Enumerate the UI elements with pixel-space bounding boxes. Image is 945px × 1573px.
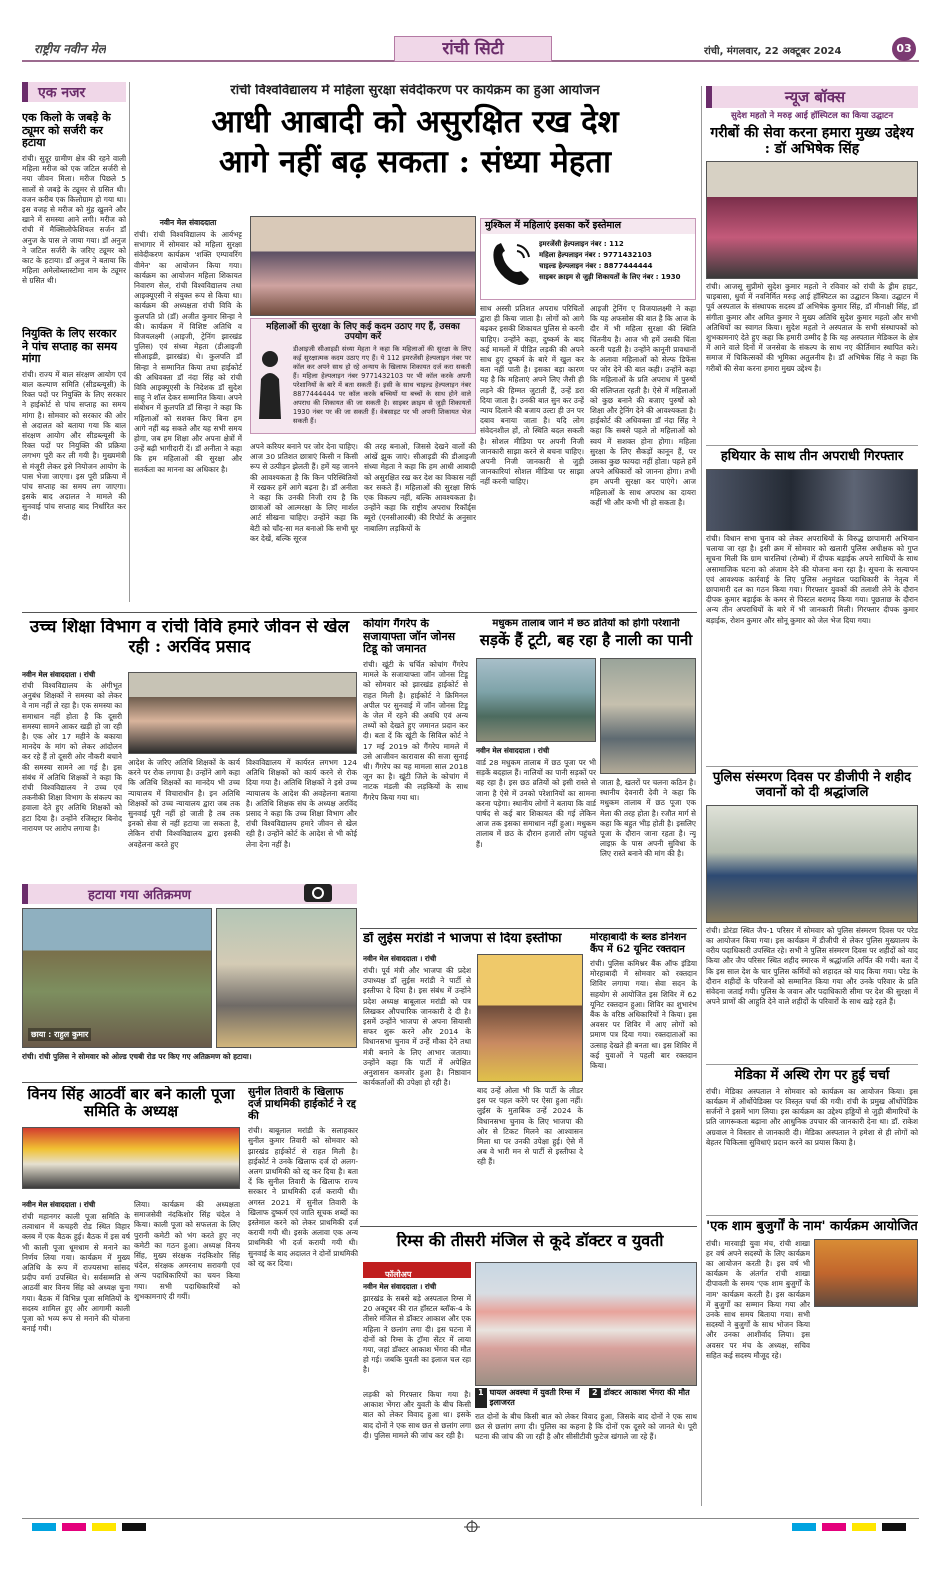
- page-number: [892, 37, 916, 61]
- rims-label-2-num: 2: [589, 1388, 601, 1398]
- woman-silhouette-icon: [255, 349, 285, 419]
- marandi-headline: डॉ लुईस मरांडी ने भाजपा से दिया इस्तीफा: [363, 932, 562, 946]
- newsbox-item1-photo: [706, 161, 918, 279]
- rims-col2: लड़की को गिरफ्तार किया गया है। आकाश भेंगरा और युवती के बीच किसी बात को लेकर विवाद हुआ था। इसके बाद दोनों ने एक साथ छत से छलांग लगा दी। पुलिस मामले की जांच कर रही है।: [363, 1390, 471, 1440]
- helpline-line: इमरजेंसी हेल्पलाइन नंबर : 112: [539, 240, 624, 248]
- dateline: रांची, मंगलवार, 22 अक्टूबर 2024: [704, 46, 842, 57]
- story-blood: [590, 932, 697, 1222]
- edu-col1: रांची विश्वविद्यालय के अंगीभूत अनुबंध शिक्षकों ने समस्या को लेकर वे नाम नहीं ले रहा है। एक समस्या का समाधान नहीं होता है कि दूसरी समस्या सामने आकर खड़ी हो जा रही है। एक ओर 17 महीने के बकाया मानदेय के मांग को लेकर आंदोलन कर रहे हैं तो दूसरी ओर नौकरी बचाने की समस्या सामने आ गई है। इस संबंध में अतिथि शिक्षकों ने कहा कि रांची विश्वविद्यालय ने उच्च एवं तकनीकी शिक्षा विभाग के संकल्प का हवाला देते हुए अतिथि शिक्षकों को हटा दिया है। उन्होंने रजिस्ट्रार बिनोद नारायण पर आरोप लगाया है।: [22, 681, 122, 833]
- page-number-text: 03: [896, 42, 912, 55]
- encroach-title-bar: [22, 884, 357, 904]
- lead-story: [134, 84, 696, 609]
- kali-photo: [22, 1127, 240, 1189]
- encroach-photo-2: [216, 908, 357, 1048]
- helpline-line: चाइल्ड हेल्पलाइन नंबर : 8877444444: [539, 262, 653, 270]
- news-box-column: [706, 86, 918, 1506]
- encroach-photo-1: [22, 908, 212, 1048]
- edu-headline: उच्च शिक्षा विभाग व रांची विवि हमारे जीवन से खेल रही : अरविंद प्रसाद: [29, 618, 350, 657]
- lead-photo: [250, 216, 476, 316]
- ek-nazar-item1-head: एक किलो के जबड़े के ट्यूमर को सर्जरी कर हटाया: [22, 111, 111, 150]
- lead-col5: आइजी ट्रेनिंग ए विजयालक्ष्मी ने कहा कि यह अफसोस की बात है कि आज के दौर में भी महिला सुरक्षा की स्थिति चिंतनीय है। आज भी हमें उसकी चिंता करनी पड़ती है। उन्होंने कानूनी प्रावधानों के अलावा महिलाओं को सेल्फ डिफेंस पर जोर देने की बात कही। उन्होंने कहा कि महिलाओं के प्रति अपराध में पुरुषों की संलिप्तता रहती है। ऐसे में महिलाओं को कुछ बनाने की बजाए पुरुषों को शिक्षा और ट्रेनिंग देने की आवश्यकता है। हाईकोर्ट की अधिवक्ता डॉ नंदा सिंह ने कहा कि सबसे पहले तो महिलाओं को स्वयं में सशक्त होना होगा। महिला सुरक्षा के लिए सैकड़ों कानून हैं, पर उसका कुछ फायदा नहीं होता। पहले हमें अपने अधिकारों को जानना होगा। तभी हम अपनी सुरक्षा कर पाएंगे। आज महिलाओं के साथ अपराध का दायरा कहीं भी और कभी भी हो सकता है।: [590, 304, 696, 507]
- lead-photo-caption-head: महिलाओं की सुरक्षा के लिए कई कदम उठाए गए हैं, उसका उपयोग करें: [266, 322, 460, 343]
- rims-photo: [475, 1262, 697, 1386]
- rims-label-2: [589, 1388, 697, 1398]
- story-road: [476, 618, 696, 924]
- news-box-header: [706, 86, 918, 108]
- kali-headline: विनय सिंह आठवीं बार बने काली पूजा समिति के अध्यक्ष: [27, 1086, 235, 1121]
- ek-nazar-column: [22, 82, 126, 602]
- edu-col2: आदेश के जरिए अतिथि शिक्षकों के कार्य करने पर रोक लगाया है। उन्होंने आगे कहा कि अतिथि शिक्षकों का मानदेय भी उच्च न्यायालय में विचाराधीन है। इन अतिथि शिक्षकों को उच्च न्यायालय द्वारा जब तक सुनवाई पूरी नहीं हो जाती है तब तक इनको सेवा से नहीं हटाया जा सकता है, लेकिन रांची विश्वविद्यालय द्वारा इसकी अवहेलना करते हुए: [128, 758, 240, 849]
- lead-byline: नवीन मेल संवाददाता: [159, 218, 217, 227]
- edu-col3: विश्वविद्यालय में कार्यरत लगभग 124 अतिथि शिक्षकों को कार्य करने से रोक दिया गया है। अतिथि शिक्षकों ने इसे उच्च न्यायालय के आदेश की अवहेलना बताया है। अतिथि शिक्षक संघ के अध्यक्ष अरविंद प्रसाद ने कहा कि उच्च शिक्षा विभाग और रांची विश्वविद्यालय हमारे जीवन से खेल रही है। उन्होंने कोर्ट के आदेश से भी कोई लेना देना नहीं है।: [246, 758, 357, 849]
- ek-nazar-item1-text: रांची। सुदूर ग्रामीण क्षेत्र की रहने वाली महिला मरीज को एक जटिल सर्जरी से नया जीवन मिला। मरीज पिछले 5 सालों से जबड़े के ट्यूमर से ग्रसित थी। वजन करीब एक किलोग्राम हो गया था। इस वजह से मरीज को मुंह खुलने और खाने में समस्या आने लगी। मरीज को रांची में मैक्सिलोफेशियल सर्जन डॉ अनुज के पास ले जाया गया। डॉ अनुज ने जटिल सर्जरी के जरिए ट्यूमर को काट के हटाया। डॉ अनुज ने बताया कि महिला अमेलोब्लास्टोमा नाम के ट्यूमर से ग्रसित थी।: [22, 153, 126, 286]
- lead-col4: साथ अस्सी प्रतिशत अपराध परिचितों द्वारा ही किया जाता है। लोगों को आगे बढ़कर इसकी शिकायत पुलिस से करनी चाहिए। उन्होंने कहा, दुष्कर्म के बाद कई मामलों में पीड़ित लड़की की अपने साथ हुए दुष्कर्म के बारे में खुल कर बता नहीं पाती है। इसका बड़ा कारण यह है कि महिलाएं अपने लिए जैसी ही लड़ने की हिम्मत जुटाती हैं, उन्हें डरा दिया जाता है। उनकी बात सुन कर उन्हें न्याय दिलाने की बजाय उल्टा ही उन पर दबाव बनाया जाता है। यदि लोग संवेदनशील हों, तो स्थिति बदल सकती है। सोशल मीडिया पर अपनी निजी जानकारी साझा करने से बचना चाहिए। अपनी निजी जानकारी से जुड़ी जानकारियां सोशल मीडिया पर साझा नहीं करनी चाहिए।: [480, 304, 584, 487]
- lead-photo-caption-text: डीआइजी सीआइडी संध्या मेहता ने कहा कि महिलाओं की सुरक्षा के लिए कई सुरक्षात्मक कदम उठाए गए हैं। ये 112 इमरजेंसी हेल्पलाइन नंबर पर कॉल कर अपने साथ हो रहे अन्याय के खिलाफ शिकायत दर्ज करा सकती हैं। महिला हेल्पलाइन नंबर 9771432103 पर भी कॉल करके अपनी परेशानियों के बारे में बता सकती हैं। इसी के साथ चाइल्ड हेल्पलाइन नंबर 8877444444 पर कॉल करके बच्चियों या बच्चों के साथ होने वाले अपराध की शिकायत की जा सकती है। साइबर क्राइम से जुड़ी शिकायतों 1930 नंबर पर की जा सकती हैं। वेबसाइट पर भी अपनी शिकायत भेज सकती हैं।: [293, 344, 471, 425]
- marandi-text2: बाद उन्हें ओला भी कि पार्टी के लीडर इस पर पहल करेंगे पर ऐसा हुआ नहीं। लुईस के मुताबिक उन्हें 2024 के विधानसभा चुनाव के लिए भाजपा की ओर से टिकट मिलने का आश्वासन मिला था पर उनकी उपेक्षा हुई। ऐसे में अब वे भारी मन से पार्टी से इस्तीफा दे रही हैं।: [477, 1086, 583, 1167]
- story-koyanga: [363, 618, 468, 924]
- rims-col3: रात दोनों के बीच किसी बात को लेकर विवाद हुआ, जिसके बाद दोनों ने एक साथ छत से छलांग लगा दी। पुलिस का कहना है कि दोनों एक दूसरे को जानते थे। पूरी घटना की जांच की जा रही है और सीसीटीवी फुटेज खंगाले जा रहे हैं।: [475, 1412, 697, 1442]
- newsbox-item2-photo: [706, 469, 918, 531]
- kali-text: रांची महानगर काली पूजा समिति के तत्वाधान में कचहरी रोड स्थित विहार क्लब में एक बैठक हुई। बैठक में इस वर्ष भी काली पूजा धूमधाम से मनाने का निर्णय लिया गया। कार्यक्रम में मुख्य अतिथि के रूप में राज्यसभा सांसद प्रदीप वर्मा उपस्थित थे। सर्वसम्मति से आठवीं बार विनय सिंह को अध्यक्ष चुना गया। बैठक में विभिन्न पूजा समितियों के सदस्य शामिल हुए और आगामी काली पूजा को भव्य रूप से मनाने की योजना बनाई गयी।: [22, 1212, 130, 1334]
- lead-headline-line2: आगे नहीं बढ़ सकता : संध्या मेहता: [219, 143, 611, 180]
- encroach-title: हटाया गया अतिक्रमण: [88, 888, 191, 903]
- encroach-photo-credit: छाया : राहुल कुमार: [28, 1028, 91, 1041]
- camera-icon: [303, 884, 333, 908]
- rims-headline: रिम्स की तीसरी मंजिल से कूदे डॉक्टर व युवती: [396, 1232, 664, 1250]
- marandi-text: रांची। पूर्व मंत्री और भाजपा की प्रदेश उपाध्यक्ष डॉ लुईस मरांडी ने पार्टी से इस्तीफा दे दिया है। इस संबंध में उन्होंने प्रदेश अध्यक्ष बाबूलाल मरांडी को पत्र लिखकर औपचारिक जानकारी दे दी है। इसमें उन्होंने भाजपा से अपना सियासी सफर शुरू करने और 2014 के विधानसभा चुनाव में उन्हें मौका देने तथा मंत्री बनाने के लिए आभार जताया। उन्होंने कहा कि पार्टी में अपेक्षित अनुशासन कमजोर हुआ है। निष्ठावान कार्यकर्ताओं की उपेक्षा हो रही है।: [363, 966, 471, 1088]
- newsbox-item1-text: रांची। आजसू सुप्रीमो सुदेश कुमार महतो ने रविवार को रांची के ड्रीम हाइट, चाइबासा, धुर्वा में नवनिर्मित मरुड़ आई हॉस्पिटल का उद्घाटन किया। उद्घाटन में पूर्व अस्पताल के संस्थापक सदस्य डॉ अभिषेक कुमार सिंह, डॉ मीनाक्षी सिंह, डॉ संगीता कुमार और अमित कुमार ने मुख्य अतिथि सुदेश कुमार महतो और सभी अतिथियों का स्वागत किया। सुदेश महतो ने अस्पताल के सभी संस्थापकों को शुभकामनाएं देते हुए कहा कि हमारी उम्मीद है कि यह अस्पताल मेडिकल के क्षेत्र में आने वाले दिनों में जनसेवा के संकल्प के साथ नए कीर्तिमान स्थापित करे। समाज में चिकित्सकों की भूमिका अतुलनीय है। डॉ अभिषेक सिंह ने कहा कि गरीबों की सेवा करना हमारा मुख्य उद्देश्य है।: [706, 281, 918, 373]
- kali-byline: नवीन मेल संवाददाता । रांची: [22, 1200, 96, 1209]
- sunil-headline: सुनील तिवारी के खिलाफ दर्ज प्राथमिकी हाईकोर्ट ने रद्द की: [248, 1086, 356, 1123]
- lead-col1: रांची। रांची विश्वविद्यालय के आर्यभट्ट सभागार में सोमवार को महिला सुरक्षा संवेदीकरण कार्यक्रम 'शक्ति एम्पावरिंग वीमेन' का आयोजन किया गया। कार्यक्रम का आयोजन महिला शिकायत निवारण सेल, रांची विश्वविद्यालय तथा आइक्यूएसी ने संयुक्त रूप से किया था। कार्यक्रम की अध्यक्षता रांची विवि के कुलपति प्रो (डॉ) अजीत कुमार सिन्हा ने की। कार्यक्रम में विशिष्ट अतिथि व विजयलक्ष्मी (आइजी, ट्रेनिंग झारखंड पुलिस) एवं संध्या मेहता (डीआइजी सीआइडी, झारखंड) थे। कुलपति डॉ सिन्हा ने सम्मानित किया तथा हाईकोर्ट की अधिवक्ता डॉ नंदा सिंह को रांची विवि आइक्यूएसी के निदेशक डॉ सुदेश साहू ने शॉल देकर सम्मानित किया। अपने संबोधन में कुलपति डॉ सिन्हा ने कहा कि महिलाओं को सशक्त किए बिना हम आगे नहीं बढ़ सकते और यह सभी समय होगा, जब हम शिक्षा और अपना क्षेत्रों में उन्हें बढ़ी भागीदारी दें। डॉ अनीता ने कहा कि हम महिलाओं की सुरक्षा और सतर्कता का मानना का अधिकार है।: [134, 230, 242, 474]
- newsbox-item1-head: गरीबों की सेवा करना हमारा मुख्य उद्देश्य : डॉ अभिषेक सिंह: [710, 124, 914, 157]
- road-text: वार्ड 28 मधुकम तालाब में छठ पूजा पर भी सड़कें बदहाल हैं। नालियों का पानी सड़कों पर बह रहा है। इस छठ व्रतियों को इसी रास्ते से जाना है ऐसे में उनको परेशानियों का सामना करना पड़ेगा। स्थानीय लोगों ने बताया कि वार्ड पार्षद से कई बार शिकायत की गई लेकिन आज तक इसका समाधान नहीं हुआ। मधुकम तालाब में छठ के दौरान हजारों लोग पहुंचते हैं।: [476, 758, 596, 849]
- helpline-box: [480, 218, 696, 300]
- newsbox-item5-head: 'एक शाम बुजुर्गों के नाम' कार्यक्रम आयोजित: [706, 1215, 918, 1235]
- edu-byline: नवीन मेल संवाददाता । रांची: [22, 670, 96, 679]
- rims-byline: नवीन मेल संवाददाता । रांची: [363, 1282, 437, 1291]
- newsbox-item3-photo: [706, 805, 918, 923]
- lead-col2: अपने करियर बनाने पर जोर देना चाहिए। आज 30 प्रतिशत छात्राएं किसी न किसी रूप से उत्पीड़न झेलती हैं। हमें यह जानने की आवश्यकता है कि किन परिस्थितियों में रखकर हमें आगे बढ़ना है। डॉ अनीता ने कहा कि उनकी निजी राय है कि छात्राओं को आत्मरक्षा के लिए मार्शल आर्ट सीखना चाहिए। उन्होंने कहा कि बेटी को चाँद-सा मत बनाओ कि सभी घूर कर देखें, बल्कि सूरज: [250, 442, 358, 543]
- newsbox-item4-text: रांची। मेडिका अस्पताल ने सोमवार को कार्यक्रम का आयोजन किया। इस कार्यक्रम में ऑर्थोपेडिक्स पर विस्तृत चर्चा की गयी। रांची के प्रमुख ऑर्थोपेडिक सर्जनों ने इसमें भाग लिया। इस कार्यक्रम का उद्देश्य हड्डियों से जुड़ी बीमारियों के प्रति जागरूकता बढ़ाना और आधुनिक उपचार की जानकारी देना था। डॉ. राकेश अग्रवाल ने विस्तार से जानकारी दी। मेडिका अस्पताल ने हमेशा से ही लोगों को बेहतर चिकित्सा सुविधाएं प्रदान करने का प्रयास किया है।: [706, 1086, 918, 1147]
- koyanga-headline: कोयांग गैंगरेप के सजायाफ्ता जॉन जोनस टिडू को जमानत: [363, 618, 456, 656]
- story-kali: [22, 1086, 240, 1506]
- road-byline: नवीन मेल संवाददाता । रांची: [476, 746, 550, 755]
- newsbox-item5-photo: [814, 1239, 918, 1307]
- story-sunil: [248, 1086, 358, 1506]
- story-edu: [22, 618, 357, 874]
- lead-headline-line1: आधी आबादी को असुरक्षित रख देश: [211, 103, 619, 140]
- encroach-caption: रांची। रांची पुलिस ने सोमवार को ओल्ड एचबी रोड पर किए गए अतिक्रमण को हटाया।: [22, 1052, 252, 1061]
- edu-photo: [128, 672, 357, 754]
- masthead: [22, 36, 919, 62]
- koyanga-text: रांची। खूंटी के चर्चित कोचांग गैंगरेप मामले के सजायाफ्ता जॉन जोनस टिडू को सोमवार को झारखंड हाईकोर्ट से राहत मिली है। हाईकोर्ट ने क्रिमिनल अपील पर सुनवाई में जॉन जोनस टिडू के जेल में रहने की अवधि एवं अन्य तथ्यों को देखते हुए जमानत प्रदान कर दी। बता दें कि खूंटी के सिविल कोर्ट ने 17 मई 2019 को गैंगरेप मामले में उसे आजीवन कारावास की सजा सुनाई थी। गैंगरेप का यह मामला साल 2018 जून का है। खूंटी जिले के कोचांग में नाटक मंडली की लड़कियों के साथ गैंगरेप किया गया था।: [363, 659, 468, 802]
- marandi-byline: नवीन मेल संवाददाता । रांची: [363, 954, 437, 963]
- story-rims: [363, 1232, 697, 1508]
- sunil-text: रांची। बाबूलाल मरांडी के सलाहकार सुनील कुमार तिवारी को सोमवार को झारखंड हाईकोर्ट से राहत मिली है। हाईकोर्ट ने उनके खिलाफ दर्ज दो अलग-अलग प्राथमिकी को रद्द कर दिया है। बता दें कि सुनील तिवारी के खिलाफ राज्य सरकार ने प्राथमिकी दर्ज करायी थी। अगस्त 2021 में सुनील तिवारी के खिलाफ दुष्कर्म एवं जाति सूचक शब्दों का इस्तेमाल करने को लेकर प्राथमिकी दर्ज करायी गयी थी। इसके अलावा एक अन्य प्राथमिकी भी दर्ज करायी गयी थी। सुनवाई के बाद अदालत ने दोनों प्राथमिकी को रद्द कर दिया।: [248, 1126, 358, 1268]
- kali-text2: लिया। कार्यक्रम की अध्यक्षता समाजसेवी नंदकिशोर सिंह चंदेल ने किया। काली पूजा को सफलता के लिए पुरानी कमेटी को भंग करते हुए नए कमेटी का गठन हुआ। अध्यक्ष विनय सिंह, मुख्य संरक्षक नंदकिशोर सिंह चंदेल, संरक्षक अमरनाथ सरावगी एवं अन्य पदाधिकारियों का चयन किया गया। सभी पदाधिकारियों को शुभकामनाएं दी गयीं।: [134, 1200, 240, 1301]
- ek-nazar-item2-text: रांची। राज्य में बाल संरक्षण आयोग एवं बाल कल्याण समिति (सीडब्ल्यूसी) के रिक्त पदों पर नियुक्ति के लिए सरकार ने हाईकोर्ट से पांच सप्ताह का समय मांगा है। सोमवार को सरकार की ओर से अदालत को बताया गया कि बाल संरक्षण आयोग और सीडब्ल्यूसी के रिक्त पदों पर नियुक्ति की प्रक्रिया लगभग पूरी कर ली गयी है। मुख्यमंत्री से मंजूरी लेकर इसे नियोजन आयोग के पास भेजा जाएगा। इस पूरी प्रक्रिया में पांच सप्ताह का समय लग जाएगा। इसके बाद अदालत ने मामले की सुनवाई पांच सप्ताह बाद निर्धारित कर दी।: [22, 369, 126, 522]
- road-text2: जाता है, खतरों पर चलना कठिन है। स्थानीय देवनारी देवी ने कहा कि मधुकम तालाब में छठ पूजा एक मेला की तरह होता है। रजौत मार्ग से कहा कि बहुत भीड़ होती है। इसलिए पूजा के दौरान जाना रहता है। न्यू लाइफ़ के पास अपनी सुविधा के लिए रास्ते बनाने की मांग की है।: [600, 778, 696, 859]
- lead-kicker: रांची विश्वविद्यालय में महिला सुरक्षा संवेदीकरण पर कार्यक्रम का हुआ आयोजन: [230, 84, 600, 98]
- ek-nazar-title: एक नजर: [22, 82, 126, 102]
- lead-photo-caption-box: [250, 318, 476, 434]
- road-headline-line1: मधुकम तालाब जाने में छठ व्रतियों को होगी परेशानी: [492, 618, 680, 629]
- blood-text: रांची। पुलिस कमिश्नर बैंक ऑफ इंडिया मोरहाबादी में सोमवार को रक्तदान शिविर लगाया गया। सेवा सदन के सहयोग से आयोजित इस शिविर में 62 यूनिट रक्तदान हुआ। शिविर का शुभारंभ बैंक के वरिष्ठ अधिकारियों ने किया। इस अवसर पर शिविर में आए लोगों को प्रमाण पत्र दिया गया। रक्तदाताओं का उत्साह देखते ही बनता था। इस शिविर में कई युवाओं ने पहली बार रक्तदान किया।: [590, 959, 697, 1071]
- registration-bar: [22, 1518, 919, 1532]
- blood-headline: मोरहाबादी के ब्लड डोनेशन कैंप में 62 यूनिट रक्तदान: [590, 932, 687, 955]
- news-box-title: न्यूज बॉक्स: [784, 88, 846, 106]
- newsbox-item2-head: हथियार के साथ तीन अपराधी गिरफ्तार: [706, 445, 918, 465]
- helpline-line: महिला हेल्पलाइन नंबर : 9771432103: [539, 251, 652, 259]
- newsbox-item3-head: पुलिस संस्मरण दिवस पर डीजीपी ने शहीद जवानों को दी श्रद्धांजलि: [706, 766, 918, 801]
- rims-followup-label: फॉलोअप: [385, 1270, 412, 1278]
- rims-label-1-text: घायल अवस्था में युवती रिम्स में इलाजरत: [489, 1388, 580, 1407]
- lead-col3: की तरह बनाओ, जिससे देखने वालों की आंखें झुक जाएं। सीआइडी की डीआइजी संध्या मेहता ने कहा कि हम आधी आबादी को असुरक्षित रख कर देश का विकास नहीं कर सकते हैं। महिलाओं की सुरक्षा सिर्फ एक विकल्प नहीं, बल्कि आवश्यकता है। उन्होंने कहा कि राष्ट्रीय अपराध रिकॉर्ड्स ब्यूरो (एनसीआरबी) की रिपोर्ट के अनुसार नाबालिग लड़कियों के: [364, 442, 476, 533]
- story-encroach: [22, 884, 357, 1074]
- rims-label-1: [475, 1388, 585, 1408]
- newsbox-item5-text: रांची। मारवाड़ी युवा मंच, रांची शाखा हर वर्ष अपने सदस्यों के लिए कार्यक्रम का आयोजन करती है। इस वर्ष भी कार्यक्रम के अंतर्गत रांची शाखा दीपावली के समय 'एक शाम बुजुर्गों के नाम' कार्यक्रम करती है। इस कार्यक्रम में बुजुर्गों का सम्मान किया गया और उनके साथ समय बिताया गया। सभी सदस्यों ने बुजुर्गों के साथ भोजन किया और उनका आशीर्वाद लिया। इस अवसर पर मंच के अध्यक्ष, सचिव सहित कई सदस्य मौजूद रहे।: [706, 1238, 810, 1360]
- ek-nazar-item2-head: नियुक्ति के लिए सरकार ने पांच सप्ताह का समय मांगा: [22, 326, 117, 366]
- newsbox-item1-kicker: सुदेश महतो ने मरुड़ आई हॉस्पिटल का किया उद्घाटन: [730, 111, 894, 121]
- rims-label-2-text: डॉक्टर आकाश भेंगरा की मौत: [603, 1388, 690, 1397]
- rims-followup-tag: [363, 1262, 471, 1278]
- section-tab: [394, 36, 552, 62]
- newsbox-item4-head: मेडिका में अस्थि रोग पर हुई चर्चा: [706, 1064, 918, 1084]
- newsbox-item2-text: रांची। विधान सभा चुनाव को लेकर अपराधियों के विरुद्ध छापामारी अभियान चलाया जा रहा है। इसी क्रम में सोमवार को खलारी पुलिस अधीक्षक को गुप्त सूचना मिली कि ग्राम चारलियां (रोम्बो) में दीपक बड़ाईक अपने साथियों के साथ असामाजिक घटना को अंजाम देने की योजना बना रहा है। सूचना के सत्यापन एवं आवश्यक कार्रवाई के लिए पुलिस अनुमंडल पदाधिकारी के नेतृत्व में छापामारी दल का गठन किया गया। गिरफ्तार युवकों की तलाशी लेने के दौरान दीपक कुमार बड़ाईक के कमर से पिस्टल बरामद किया गया। पूछताछ के दौरान अन्य तीन अपराधियों के बारे में भी जानकारी मिली। गिरफ्तार दीपक कुमार बड़ाईक, रोशन कुमार और सोनू कुमार को जेल भेज दिया गया।: [706, 533, 918, 625]
- phone-icon: [487, 239, 535, 289]
- helpline-title: मुश्किल में महिलाएं इसका करें इस्तेमाल: [481, 219, 695, 234]
- paper-logo: राष्ट्रीय नवीन मेल: [34, 42, 106, 56]
- newsbox-item3-text: रांची। डोरंडा स्थित जैप-1 परिसर में सोमवार को पुलिस संस्मरण दिवस पर परेड का आयोजन किया गया। इस कार्यक्रम में डीजीपी से लेकर पुलिस मुख्यालय के वरीय पदाधिकारी उपस्थित रहे। सभी ने पुलिस संस्मरण दिवस पर शहीदों को याद किया और जैप परिसर स्थित शहीद स्मारक में श्रद्धांजलि अर्पित की गयी। बता दें कि इस साल देश के चार पुलिस कर्मियों को शहादत को याद किया गया। परेड के दौरान शहीदों के परिजनों को सम्मानित किया गया और उनके परिवार के प्रति संवेदना जताई गयी। पुलिस के जवान और पदाधिकारी सीमा पर देश की सुरक्षा में अपने प्राणों की आहुति देने वाले शहीदों के परिवारों के साथ खड़े रहते हैं।: [706, 925, 918, 1007]
- rims-col1: झारखंड के सबसे बड़े अस्पताल रिम्स में 20 अक्टूबर की रात हॉस्टल ब्लॉक-4 के तीसरे मंजिल से डॉक्टर आकाश और एक महिला ने छलांग लगा दी। इस घटना में दोनों को रिम्स के ट्रॉमा सेंटर में लाया गया, जहां डॉक्टर आकाश भेंगरा की मौत हो गई। जबकि युवती का इलाज चल रहा है।: [363, 1294, 471, 1375]
- helpline-line: साइबर क्राइम से जुड़ी शिकायतों के लिए नंबर : 1930: [539, 273, 681, 281]
- road-headline-line2: सड़कें हैं टूटी, बह रहा है नाली का पानी: [479, 630, 693, 649]
- story-marandi: [363, 932, 585, 1222]
- rims-label-1-num: 1: [475, 1388, 487, 1408]
- marandi-photo: [477, 954, 583, 1082]
- section-title: रांची सिटी: [442, 39, 504, 59]
- road-photo-1: [476, 658, 596, 742]
- road-photo-2: [600, 658, 696, 774]
- helpline-list: [539, 239, 693, 283]
